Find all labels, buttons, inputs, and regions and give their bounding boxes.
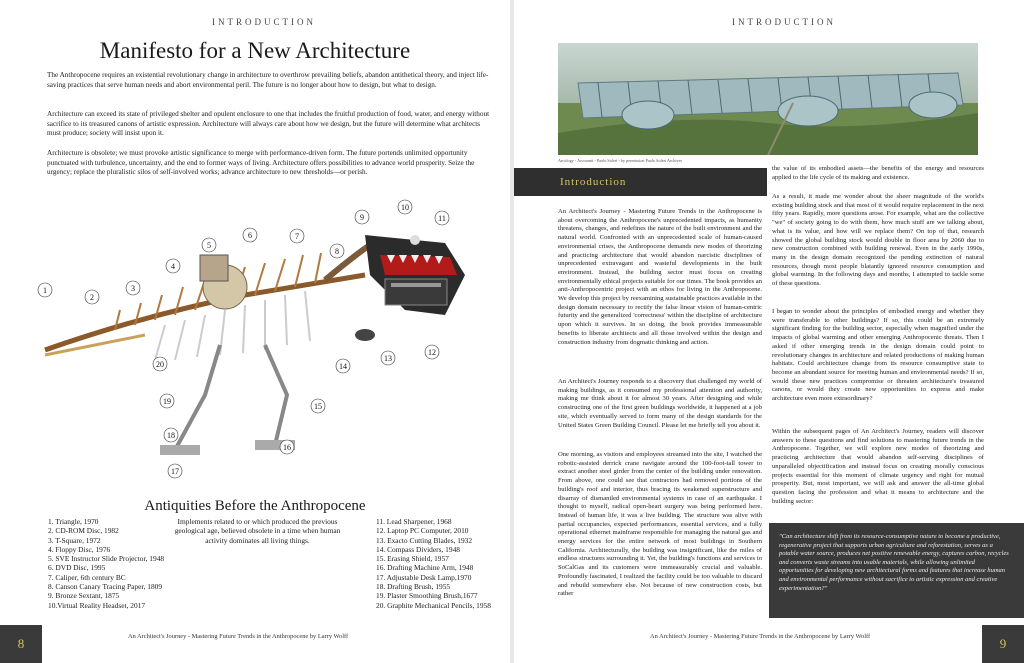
body-paragraph: Within the subsequent pages of An Architect's Journey, readers will discover answers to these questions and find solutions to mastering future trends in the Anthropocene. Together, we will explore new modes of theorizing and practicing architecture that would abandon self-serving disciplines of unparalleled objectification and instead focus on creating morally conscious projects essential for this moment of climate urgency and right for mutual prosperity. But, most important, we will ask and answer the all-time global question facing the profession and what it means to architecture and the building sector: (772, 428, 984, 505)
running-head: INTRODUCTION (732, 17, 836, 27)
list-item: 8. Canson Canary Tracing Paper, 1809 (48, 582, 163, 592)
arcology-photo (558, 43, 978, 155)
callout-2: 2 (90, 293, 94, 302)
callout-11: 11 (438, 214, 446, 223)
list-item: 5. SVE Instructor Slide Projector, 1948 (48, 554, 165, 564)
left-page (0, 0, 510, 663)
callout-13: 13 (384, 354, 392, 363)
callout-15: 15 (314, 402, 322, 411)
body-paragraph: An Architect's Journey responds to a discovery that challenged my world of making buildings, as it consumed my professional attention and authority, making me think about it for almost 30 years. After designing and while constructing one of the first green buildings worldwide, it happened at a job site, which eventually served to form many of the design standards for the United States Green Building Council. Please let me briefly tell you about it. (558, 378, 762, 429)
callout-14: 14 (339, 362, 347, 371)
antiquities-heading: Antiquities Before the Anthropocene (144, 498, 366, 514)
callout-3: 3 (131, 284, 135, 293)
list-item: 18. Drafting Brush, 1955 (376, 582, 451, 592)
antiquities-dinosaur-illustration (25, 195, 485, 495)
callout-20: 20 (156, 360, 164, 369)
callout-7: 7 (295, 232, 299, 241)
list-item: 7. Caliper, 6th century BC (48, 572, 126, 582)
callout-12: 12 (428, 348, 436, 357)
callout-19: 19 (163, 397, 171, 406)
list-item: 9. Bronze Sextant, 1875 (48, 591, 120, 601)
list-item: 4. Floppy Disc, 1976 (48, 544, 111, 554)
page-number: 8 (0, 625, 42, 663)
callout-6: 6 (248, 231, 252, 240)
antiquities-list-left (48, 517, 178, 610)
list-item: 13. Exacto Cutting Blades, 1932 (376, 535, 473, 545)
callout-10: 10 (401, 203, 409, 212)
body-paragraph: An Architect's Journey - Mastering Future Trends in the Anthropocene is about overcoming the Anthropocene's unprecedented impacts, as humanity threatens, changes, and redefines the nature of the built environment and the natural world. Confronted with an unprecedented scale of human-caused environmental crises, the Anthropocene demands new modes of theorizing and practicing architecture that would abandon narcistic disciplines of unprecedented extravagant and wasteful developments in the built environment. Instead, the building sector must focus on creating environmentally ethical projects suitable for our times. The book provides an anti-Anthropocentric project with an ethos for living in the Anthropocene. We develop this project by reexamining sustainable practices available in the design domain necessary to rectify the false linear vision of human-centric futurity and the generalized 'correctness' within the discipline of architecture upon which it survives. In so doing, the book provides immeasurable benefits to liberate architects and all those involved within the design and construction industry from dogmatic thinking and action. (558, 208, 762, 346)
antiquities-list-right (376, 517, 506, 610)
manifesto-paragraph-1: The Anthropocene requires an existential revolutionary change in architecture to overthrow prevailing beliefs, abandon antithetical theory, and inject life-saving practices that serve human needs and abort environmental peril. The future is no longer about how to design, but what to design. (47, 71, 489, 89)
list-item: 15. Erasing Shield, 1957 (376, 554, 449, 564)
callout-18: 18 (167, 431, 175, 440)
page-title: Manifesto for a New Architecture (99, 38, 411, 63)
list-item: 17. Adjustable Desk Lamp,1970 (376, 572, 472, 582)
body-paragraph: One morning, as visitors and employees streamed into the site, I watched the robotic-assisted derrick crane navigate around the 100-foot-tall tower to extract another steel girder from the center of the building under renovation. From above, one could see that contractors had removed portions of the building's roof and interior, thus bracing its weakened superstructure and disarray of dismantled environmental systems in case of an earthquake. I thought to myself, radical open-heart surgery was being performed here. Instead of human life, it was a live building. The structure was alive with partial occupancies, expected performances, essential services, and a fully operational ethernet mainframe responsible for managing the natural gas and energy services for the entire network of most buildings in Southern California. Architecturally, the building was insignificant, like the miles of endless structures surrounding it. Yet, the building's functions and services to SoCalGas and its customers were immeasurably crucial and valuable. Profoundly fascinated, I realized the facility could be too valuable to discard and rebuild somewhere else. Not because of new construction costs, but rather (558, 451, 762, 598)
callout-1: 1 (43, 286, 47, 295)
list-item: 11. Lead Sharpener, 1968 (376, 517, 452, 526)
list-item: 6. DVD Disc, 1995 (48, 563, 106, 573)
antiquities-description: Implements related to or which produced the previous geological age, believed obsolete in a time when human activity dominates all living things. (174, 517, 341, 545)
list-item: 2. CD-ROM Disc, 1982 (48, 526, 119, 536)
manifesto-paragraph-3: Architecture is obsolete; we must provoke artistic significance to merge with performance-driven form. The future portends unlimited opportunity punctuated with turbulence, uncertainty, and the end to former ways of living. Architecture offers possibilities to advance world prosperity. Seize the urgency; replace the pluralistic silos of self-involved works; advance architecture to new thresholds—or perish. (47, 149, 475, 177)
running-head: INTRODUCTION (212, 17, 316, 27)
list-item: 20. Graphite Mechanical Pencils, 1958 (376, 600, 491, 610)
photo-caption: Arcology - Arcosanti - Paolo Soleri - by permission Paolo Soleri Archives (558, 158, 683, 163)
pull-quote-box (769, 523, 1024, 618)
manifesto-paragraph-2: Architecture can exceed its state of privileged shelter and opulent enclosure to one that includes the fruitful production of food, water, and energy without sacrifice to its treasured canons of artistic expression. Architecture will always care about how we design, but the future will determine what architects must produce; society will insist upon it. (47, 110, 490, 138)
body-paragraph: I began to wonder about the principles of embodied energy and whether they were transferable to other buildings? If so, this could be an extremely significant finding for the building sector, especially when magnified under the impacts of global warming and other emerging Anthropocenic threats. Then I asked if other emerging trends in the design domain could point to revolutionary changes in architecture and related productions of making human habitats. Could architecture change from its resource consumptive state to become an abundant source for meeting human and environmental needs? If so, would these new practices compromise or threaten architecture's treasured canons, or would they create new opportunities to express and make architecture even more extraordinary? (772, 308, 984, 403)
list-item: 14. Compass Dividers, 1948 (376, 544, 460, 554)
callout-16: 16 (283, 443, 291, 452)
right-page (514, 0, 1024, 663)
body-paragraph: the value of its embodied assets—the benefits of the energy and resources applied to the life cycle of its making and existence. (772, 165, 984, 181)
page-number: 9 (982, 625, 1024, 663)
list-item: 3. T-Square, 1972 (48, 535, 101, 545)
list-item: 19. Plaster Smoothing Brush,1677 (376, 591, 478, 601)
callout-9: 9 (360, 213, 364, 222)
list-item: 1. Triangle, 1970 (48, 517, 99, 526)
section-title: Introduction (560, 176, 627, 188)
body-paragraph: As a result, it made me wonder about the sheer magnitude of the world's existing building stock and that most of it would require replacement in the next fifty years. Rapidly, more questions arose. For example, what are the collective "we" of society going to do with them, how much stuff are we talking about, what is its value, and how will we replace them? On top of that, research showed the global building stock would double in floor area by 2060 due to new construction combined with building renewal. Even in the early 1990s, many in the design domain recognized the pending extinction of natural resources, though most people blatantly ignored resource consumption and global warming. In the following days and months, I attempted to tackle some of these questions. (772, 193, 984, 288)
page-footer: An Architect's Journey - Mastering Future Trends in the Anthropocene by Larry Wolff (650, 633, 871, 640)
callout-8: 8 (335, 247, 339, 256)
callout-4: 4 (171, 262, 175, 271)
section-header (514, 168, 767, 196)
list-item: 16. Drafting Machine Arm, 1948 (376, 563, 474, 573)
list-item: 10.Virtual Reality Headset, 2017 (48, 600, 146, 610)
page-footer: An Architect's Journey - Mastering Future Trends in the Anthropocene by Larry Wolff (128, 633, 349, 640)
pull-quote: "Can architecture shift from its resource-consumptive nature to become a productive, regenerative project that supports urban agriculture and reforestation, serves as a potable water source, produces net positive renewable energy, captures carbon, recycles and converts waste streams into usable materials, while allowing unlimited opportunities for developing new architectural forms and features that increase human and environmental performance without sacrifice to artistic expression and creative experimentation?" (779, 533, 1009, 592)
list-item: 12. Laptop PC Computer, 2010 (376, 526, 469, 536)
callout-5: 5 (207, 241, 211, 250)
callout-17: 17 (171, 467, 179, 476)
